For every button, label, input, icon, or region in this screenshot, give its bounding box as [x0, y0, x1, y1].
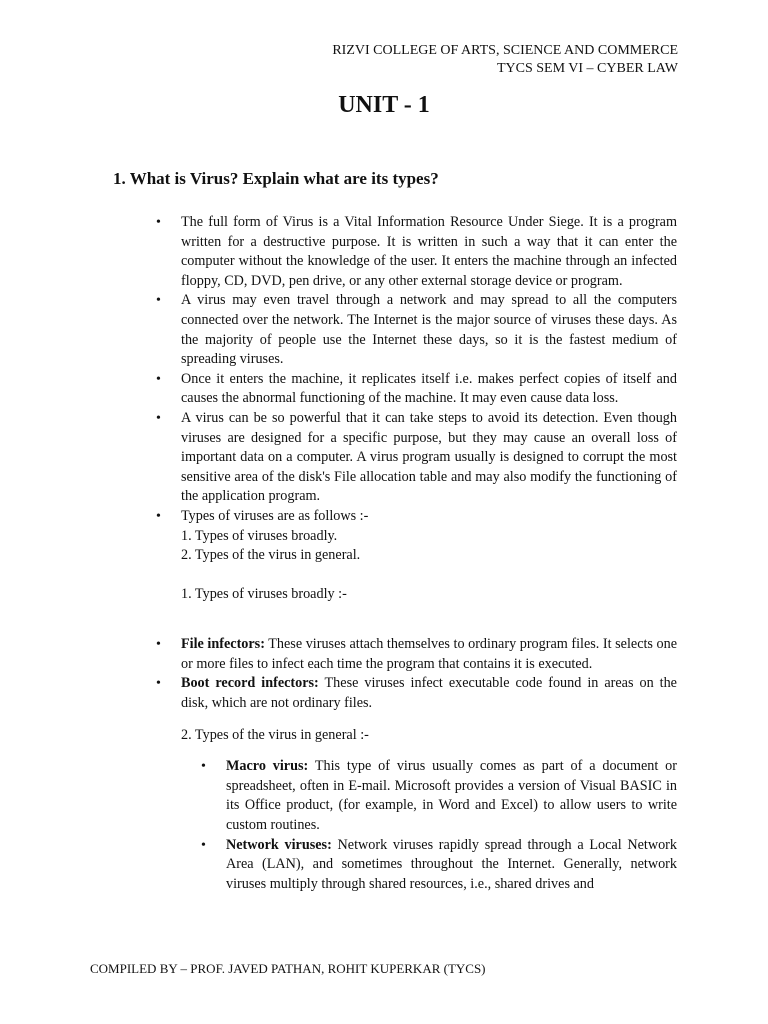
list-item — [154, 635, 677, 674]
college-name: RIZVI COLLEGE OF ARTS, SCIENCE AND COMMERCE — [332, 43, 678, 58]
broad-types-list — [154, 635, 677, 713]
bullet-network-spread: • A virus may even travel through a network and may spread to all the computers connected over the network. The Internet is the major source of viruses these days. As the majority of people use the Internet these days, so it is the fastest medium of spreading viruses. — [154, 291, 677, 369]
general-types-heading: 2. Types of the virus in general :- — [181, 726, 369, 743]
bullet-detection: • A virus can be so powerful that it can take steps to avoid its detection. Even though viruses are designed for a specific purpose, but they may cause an overall loss of important data on a computer. A virus program usually is designed to corrupt the most sensitive area of the disk's File allocation table and may also modify the functioning of the application program. — [154, 409, 677, 507]
virus-bullet-list — [154, 213, 677, 566]
unit-title: UNIT - 1 — [338, 92, 430, 118]
term-description: Network viruses rapidly spread through a Local Network Area (LAN), and sometimes throughout the Internet. Generally, network viruses multiply through shared resources, i.e., shared drives and — [226, 836, 677, 892]
broad-types-heading: 1. Types of viruses broadly :- — [181, 585, 347, 602]
list-item — [199, 757, 677, 835]
term-label: Macro virus: — [226, 758, 309, 775]
document-body — [154, 213, 677, 894]
term-description: These viruses infect executable code found in areas on the disk, which are not ordinary files. — [181, 675, 677, 712]
term-label: Boot record infectors: — [181, 675, 319, 692]
bullet-types-intro — [154, 507, 677, 566]
bullet-replication: • Once it enters the machine, it replicates itself i.e. makes perfect copies of itself and causes the abnormal functioning of the machine. It may even cause data loss. — [154, 370, 677, 409]
bullet-definition: • The full form of Virus is a Vital Information Resource Under Siege. It is a program written for a destructive purpose. It is written in such a way that it can enter the computer without the knowledge of the user. It enters the machine through an infected floppy, CD, DVD, pen drive, or any other external storage device or program. — [154, 213, 677, 291]
question-heading: 1. What is Virus? Explain what are its types? — [113, 169, 439, 188]
term-label: File infectors: — [181, 636, 265, 653]
course-name: TYCS SEM VI – CYBER LAW — [496, 61, 678, 76]
list-item — [199, 836, 677, 895]
term-label: Network viruses: — [226, 836, 332, 853]
types-list-item-2: 2. Types of the virus in general. — [181, 547, 361, 564]
list-item — [154, 674, 677, 713]
types-intro-text: • Types of viruses are as follows :- — [181, 507, 369, 524]
term-description: This type of virus usually comes as part of a document or spreadsheet, often in E-mail. Microsoft provides a version of Visual BASIC in its Office product, (for example, in Word and Excel) to allow users to write custom routines. — [226, 758, 677, 834]
page-footer: COMPILED BY – PROF. JAVED PATHAN, ROHIT KUPERKAR (TYCS) — [90, 961, 486, 976]
term-description: These viruses attach themselves to ordinary program files. It selects one or more files to infect each time the program that contains it is executed. — [181, 636, 678, 672]
page-header — [332, 42, 678, 78]
types-list-item-1: 1. Types of viruses broadly. — [181, 527, 338, 544]
general-types-list — [199, 757, 677, 894]
